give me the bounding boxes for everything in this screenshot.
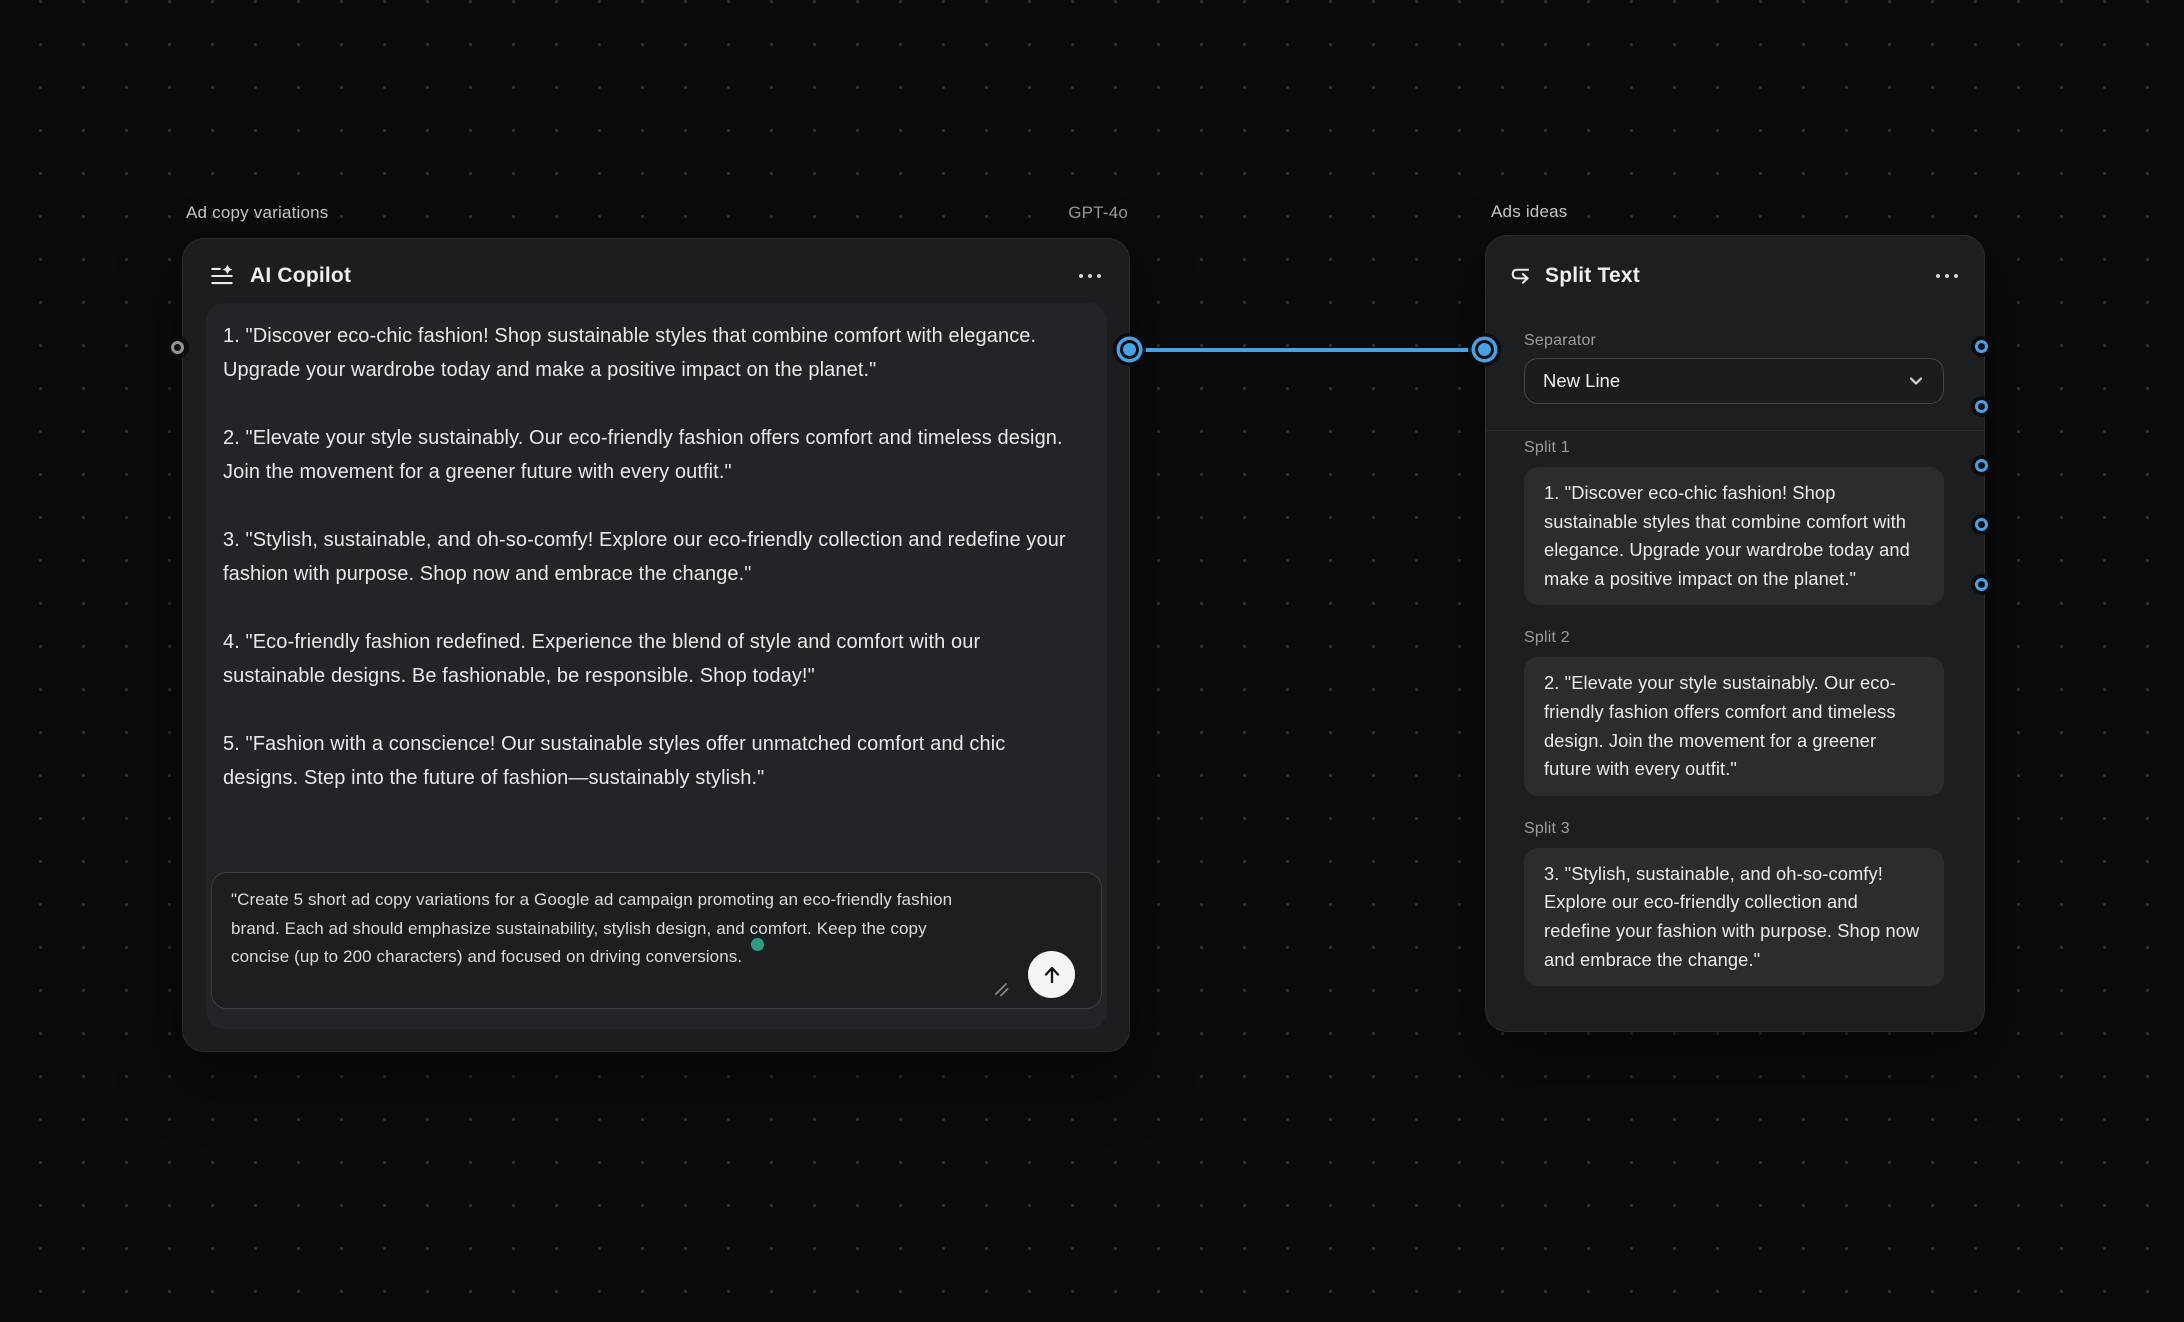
prompt-text: "Create 5 short ad copy variations for a Google ad campaign promoting an eco-friendly fashion brand. Each ad should emphasize sustainability, stylish design, and comfort. Keep the copy concise (up to 200 characters) and focused on driving conversions. bbox=[231, 890, 953, 966]
separator-value: New Line bbox=[1543, 370, 1621, 391]
split-node-output-port-3[interactable] bbox=[1975, 459, 1988, 472]
split-node-menu-button[interactable] bbox=[1934, 268, 1961, 285]
send-button[interactable] bbox=[1028, 951, 1075, 998]
separator-dropdown[interactable] bbox=[1524, 358, 1944, 404]
ai-output-panel bbox=[206, 303, 1107, 1029]
split-3-output: 3. "Stylish, sustainable, and oh-so-comfy! Explore our eco-friendly collection and redefine your fashion with purpose. Shop now and embrace the change." bbox=[1524, 848, 1944, 986]
split-1-output: 1. "Discover eco-chic fashion! Shop sustainable styles that combine comfort with elegance. Upgrade your wardrobe today and make a positive impact on the planet." bbox=[1524, 467, 1944, 605]
ai-node-label-row bbox=[186, 203, 1128, 223]
ad-variation-4: 4. "Eco-friendly fashion redefined. Experience the blend of style and comfort with our sustainable designs. Be fashionable, be responsible. Shop today!" bbox=[223, 631, 981, 687]
split-node-header bbox=[1486, 236, 1984, 288]
split-node-output-port-2[interactable] bbox=[1975, 400, 1988, 413]
model-badge: GPT-4o bbox=[1068, 203, 1128, 222]
ai-node-input-port[interactable] bbox=[171, 341, 184, 354]
split-node-input-port[interactable] bbox=[1478, 343, 1491, 356]
prompt-input[interactable] bbox=[211, 872, 1102, 1009]
separator-label: Separator bbox=[1524, 332, 1597, 349]
split-text-node[interactable] bbox=[1485, 235, 1985, 1032]
chevron-down-icon bbox=[1905, 370, 1927, 392]
split-text-icon bbox=[1508, 265, 1531, 288]
split-node-output-port-5[interactable] bbox=[1975, 578, 1988, 591]
ad-variation-2: 2. "Elevate your style sustainably. Our eco-friendly fashion offers comfort and timeless design. Join the movement for a greener future with every outfit." bbox=[223, 427, 1063, 483]
split-node-output-port-4[interactable] bbox=[1975, 518, 1988, 531]
ai-copilot-node[interactable] bbox=[182, 238, 1130, 1052]
ai-node-external-label: Ad copy variations bbox=[186, 203, 329, 222]
ai-output-text bbox=[206, 303, 1107, 868]
split-node-external-label: Ads ideas bbox=[1491, 202, 1568, 221]
ad-variation-5: 5. "Fashion with a conscience! Our sustainable styles offer unmatched comfort and chic designs. Step into the future of fashion—sustainably stylish." bbox=[223, 733, 1006, 789]
ai-node-output-port[interactable] bbox=[1123, 343, 1136, 356]
ai-node-menu-button[interactable] bbox=[1077, 268, 1104, 285]
ad-variation-3: 3. "Stylish, sustainable, and oh-so-comfy! Explore our eco-friendly collection and redefine your fashion with purpose. Shop now and embrace the change." bbox=[223, 529, 1066, 585]
connection-line[interactable] bbox=[1130, 348, 1486, 352]
split-3-label: Split 3 bbox=[1524, 819, 1570, 837]
split-node-output-port-1[interactable] bbox=[1975, 340, 1988, 353]
ai-sparkle-lines-icon bbox=[209, 263, 235, 289]
arrow-up-icon bbox=[1040, 963, 1064, 987]
split-2-output: 2. "Elevate your style sustainably. Our eco-friendly fashion offers comfort and timeless design. Join the movement for a greener future with every outfit." bbox=[1524, 657, 1944, 795]
resize-grip-icon[interactable] bbox=[993, 981, 1009, 997]
collaborator-cursor-dot bbox=[751, 938, 764, 951]
section-divider bbox=[1486, 430, 1984, 431]
split-node-body bbox=[1486, 332, 1984, 986]
split-1-label: Split 1 bbox=[1524, 439, 1570, 456]
ai-node-header bbox=[183, 239, 1129, 303]
ad-variation-1: 1. "Discover eco-chic fashion! Shop sustainable styles that combine comfort with elegance. Upgrade your wardrobe today and make a positive impact on the planet." bbox=[223, 325, 1037, 381]
ai-node-title: AI Copilot bbox=[250, 264, 352, 287]
split-node-title: Split Text bbox=[1545, 264, 1640, 287]
split-2-label: Split 2 bbox=[1524, 629, 1570, 647]
